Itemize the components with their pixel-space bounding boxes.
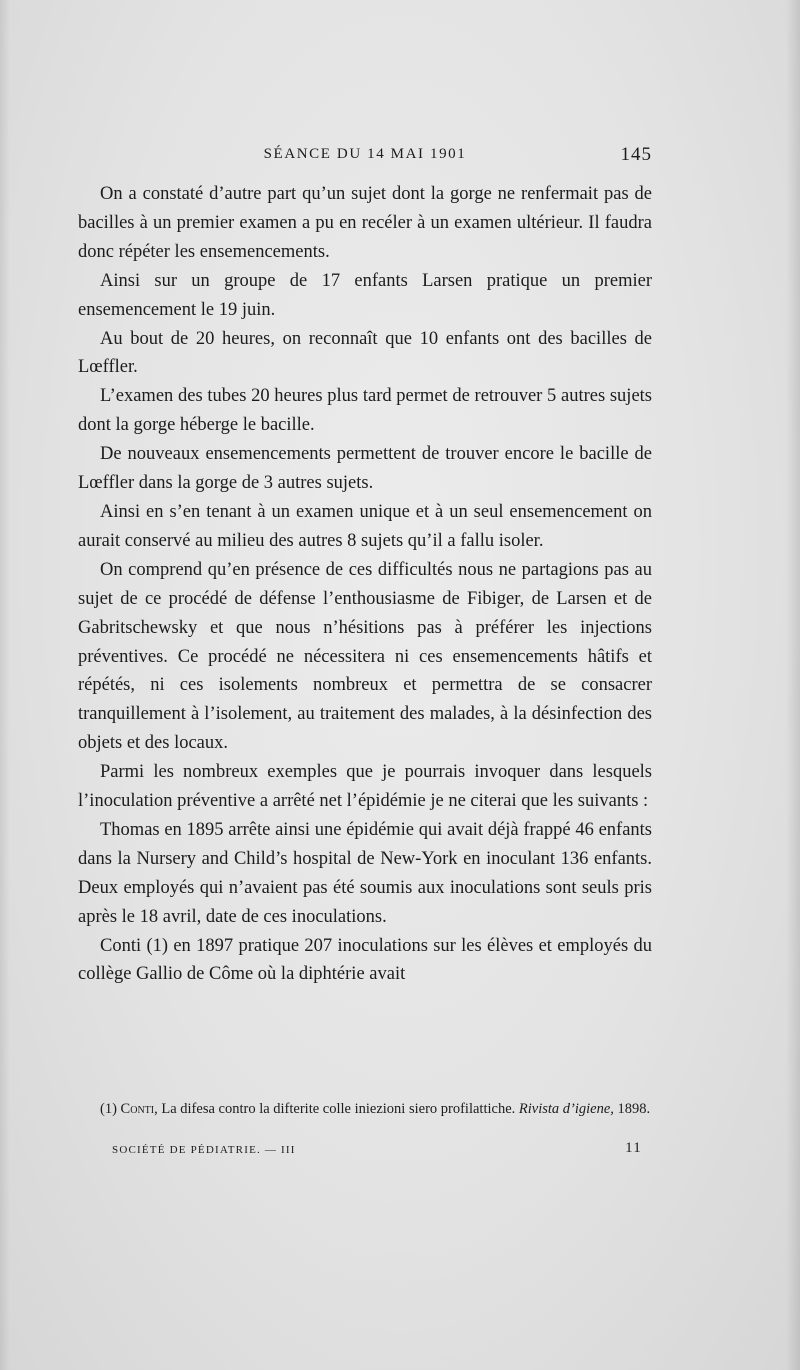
paragraph: L’examen des tubes 20 heures plus tard permet de retrouver 5 autres sujets dont la gorge héberge le bacille. <box>78 386 652 436</box>
body-text <box>78 180 652 989</box>
signature-text: SOCIÉTÉ DE PÉDIATRIE. — III <box>112 1144 296 1156</box>
paragraph: De nouveaux ensemencements permettent de trouver encore le bacille de Lœffler dans la gorge de 3 autres sujets. <box>78 444 652 494</box>
paragraph: Ainsi en s’en tenant à un examen unique et à un seul ensemencement on aurait conservé au milieu des autres 8 sujets qu’il a fallu isoler. <box>78 501 652 551</box>
running-header <box>78 146 652 170</box>
footnote-title: La difesa contro la difterite colle iniezioni siero profilattiche. <box>161 1101 516 1117</box>
signature-number: 11 <box>625 1140 642 1156</box>
footnote <box>82 1098 656 1120</box>
paragraph: Thomas en 1895 arrête ainsi une épidémie qui avait déjà frappé 46 enfants dans la Nursery and Child’s hospital de New-York en inoculant 136 enfants. Deux employés qui n’avaient pas été soumis aux inoculations sont seuls pris après le 18 avril, date de ces inoculations. <box>78 819 652 927</box>
paragraph: Ainsi sur un groupe de 17 enfants Larsen pratique un premier ensemencement le 19 juin. <box>78 270 652 320</box>
footnote-text <box>82 1098 656 1120</box>
paragraph: On a constaté d’autre part qu’un sujet dont la gorge ne renfermait pas de bacilles à un premier examen a pu en recéler à un examen ultérieur. Il faudra donc répéter les ensemencements. <box>78 184 652 262</box>
paragraph: Conti (1) en 1897 pratique 207 inoculations sur les élèves et employés du collège Gallio de Côme où la diphtérie avait <box>78 935 652 985</box>
running-title: SÉANCE DU 14 MAI 1901 <box>263 146 467 162</box>
printer-signature <box>112 1142 642 1162</box>
footnote-year: 1898. <box>617 1101 651 1117</box>
paragraph: Au bout de 20 heures, on reconnaît que 10 enfants ont des bacilles de Lœffler. <box>78 328 652 378</box>
page-number: 145 <box>620 144 652 165</box>
page-edge-shadow-left <box>0 0 10 1370</box>
paragraph: Parmi les nombreux exemples que je pourrais invoquer dans lesquels l’inoculation préventive a arrêté net l’épidémie je ne citerai que les suivants : <box>78 762 652 812</box>
page-edge-shadow-right <box>786 0 800 1370</box>
footnote-author: Conti, <box>120 1101 158 1117</box>
footnote-journal: Rivista d’igiene, <box>518 1101 614 1117</box>
footnote-marker: (1) <box>100 1101 117 1117</box>
paragraph: On comprend qu’en présence de ces difficultés nous ne partagions pas au sujet de ce procédé de défense l’enthousiasme de Fibiger, de Larsen et de Gabritschewsky et que nous n’hésitions pas à préférer les injections préventives. Ce procédé ne nécessitera ni ces ensemencements hâtifs et répétés, ni ces isolements nombreux et permettra de se consacrer tranquillement à l’isolement, au traitement des malades, à la désinfection des objets et des locaux. <box>78 559 652 754</box>
